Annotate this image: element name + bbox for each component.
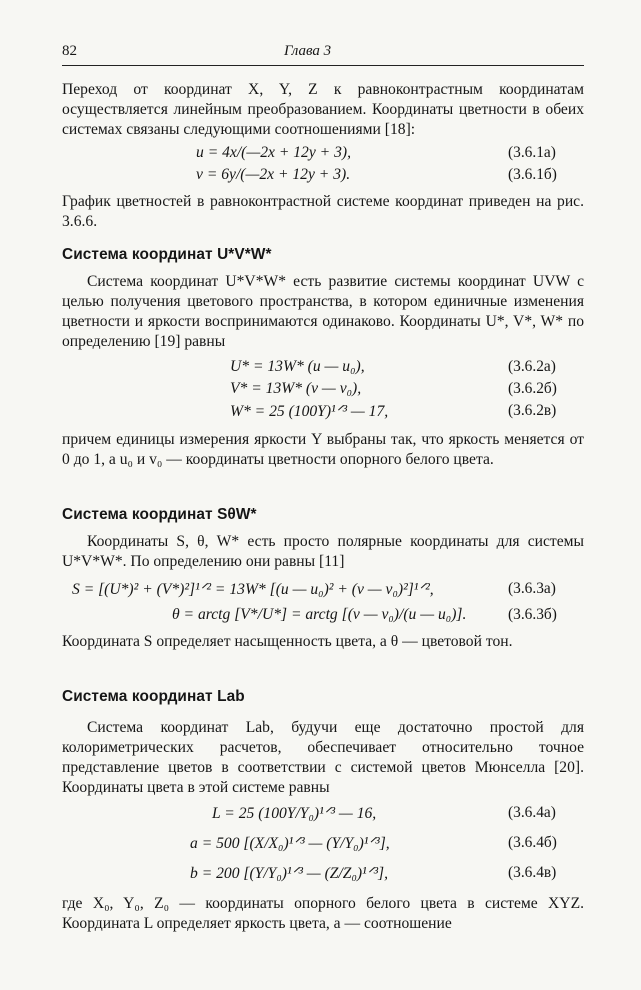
equation-3-6-4c: b = 200 [(Y/Y₀)¹ᐟ³ — (Z/Z₀)¹ᐟ³], [190, 865, 388, 882]
equation-number-3-6-3b: (3.6.3б) [508, 606, 557, 623]
section-heading-uvw: Система координат U*V*W* [62, 246, 272, 263]
equation-3-6-3a: S = [(U*)² + (V*)²]¹ᐟ² = 13W* [(u — u₀)² + (v — v₀)²]¹ᐟ², [72, 581, 434, 598]
paragraph-uvw-description: Система координат U*V*W* есть развитие системы координат UVW с целью получения цветового пространства, в котором единичные изменения цветности и яркости воспринимаются одинаково. Координаты U*, V*, W* по определению [19] равны [62, 273, 584, 350]
page-number: 82 [62, 43, 77, 59]
equation-3-6-4b: a = 500 [(X/X₀)¹ᐟ³ — (Y/Y₀)¹ᐟ³], [190, 835, 390, 852]
equation-3-6-3b: θ = arctg [V*/U*] = arctg [(v — v₀)/(u — u₀)]. [172, 606, 467, 623]
paragraph-saturation-hue: Координата S определяет насыщенность цвета, а θ — цветовой тон. [62, 633, 513, 650]
equation-3-6-2c: W* = 25 (100Y)¹ᐟ³ — 17, [230, 403, 389, 420]
chapter-title: Глава 3 [284, 43, 332, 59]
equation-number-3-6-1b: (3.6.1б) [508, 166, 557, 183]
paragraph-coordinate-transition: Переход от координат X, Y, Z к равноконтрастным координатам осуществляется линейным преобразованием. Координаты цветности в обеих системах связаны следующими соотношениями [18]: [62, 81, 584, 138]
paragraph-chromaticity-graph: График цветностей в равноконтрастной системе координат приведен на рис. 3.6.6. [62, 193, 584, 230]
equation-3-6-2a: U* = 13W* (u — u₀), [230, 358, 365, 375]
paragraph-polar-coordinates: Координаты S, θ, W* есть просто полярные координаты для системы U*V*W*. По определению они равны [11] [62, 533, 584, 570]
page-header [62, 43, 584, 66]
equation-number-3-6-3a: (3.6.3a) [508, 580, 556, 597]
equation-number-3-6-2a: (3.6.2a) [508, 358, 556, 375]
section-heading-lab: Система координат Lab [62, 688, 245, 705]
equation-number-3-6-4c: (3.6.4в) [508, 864, 557, 881]
section-heading-sthetaw: Система координат SθW* [62, 506, 257, 523]
paragraph-lab-description: Система координат Lab, будучи еще достаточно простой для колориметрических расчетов, обеспечивает относительно точное представление цветов в соответствии с системой цветов Мюнселла [20]. Координаты цвета в этой системе равны [62, 719, 584, 796]
equation-3-6-1b: v = 6y/(—2x + 12y + 3). [196, 166, 351, 183]
equation-3-6-1a: u = 4x/(—2x + 12y + 3), [196, 144, 351, 161]
paragraph-brightness-units: причем единицы измерения яркости Y выбраны так, что яркость меняется от 0 до 1, а u₀ и v₀ — координаты цветности опорного белого цвета. [62, 431, 584, 468]
equation-number-3-6-2c: (3.6.2в) [508, 402, 557, 419]
equation-number-3-6-4b: (3.6.4б) [508, 834, 557, 851]
equation-3-6-4a: L = 25 (100Y/Y₀)¹ᐟ³ — 16, [212, 805, 377, 822]
equation-number-3-6-1a: (3.6.1a) [508, 144, 556, 161]
equation-number-3-6-2b: (3.6.2б) [508, 380, 557, 397]
equation-3-6-2b: V* = 13W* (v — v₀), [230, 380, 362, 397]
paragraph-white-point: где X₀, Y₀, Z₀ — координаты опорного белого цвета в системе XYZ. Координата L определяет яркость цвета, a — соотношение [62, 895, 584, 932]
equation-number-3-6-4a: (3.6.4a) [508, 804, 556, 821]
